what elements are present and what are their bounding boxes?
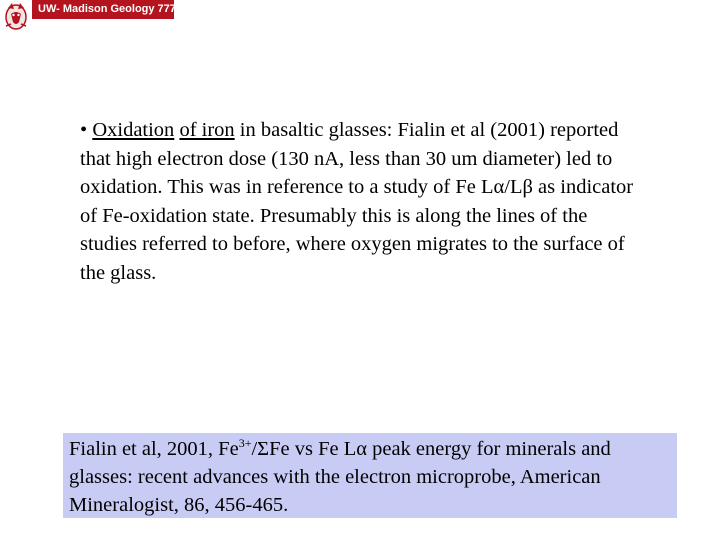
underlined-term-oxidation: Oxidation [92,119,175,141]
course-header-bar: UW- Madison Geology 777 [32,0,174,19]
citation-alpha: α [356,438,367,460]
bullet-paragraph [80,116,640,288]
paragraph-text-1: in basaltic glasses: Fialin et al (2001) reported that high electron dose (130 nA, less than 30 um diameter) led to oxidation. This was in reference to a study of Fe L [80,119,619,199]
citation-text-2: /ΣFe vs Fe L [251,438,357,460]
bullet-symbol: • [80,119,88,141]
underlined-term-iron: of iron [179,119,235,141]
paragraph-text-2: as indicator of Fe-oxidation state. Presumably this is along the lines of the studies referred to before, where oxygen migrates to the surface of the glass. [80,176,634,284]
citation-text-1: Fialin et al, 2001, Fe [69,438,239,460]
citation-text-3: peak energy for minerals and glasses: recent advances with the electron microprobe, American Mineralogist, 86, 456-465. [69,438,611,516]
slash-l: /L [504,176,523,199]
uw-badger-logo-icon [0,0,32,32]
beta-symbol: β [522,176,533,199]
citation-box [63,433,677,518]
citation-superscript: 3+ [238,436,252,450]
alpha-symbol: α [493,176,505,199]
